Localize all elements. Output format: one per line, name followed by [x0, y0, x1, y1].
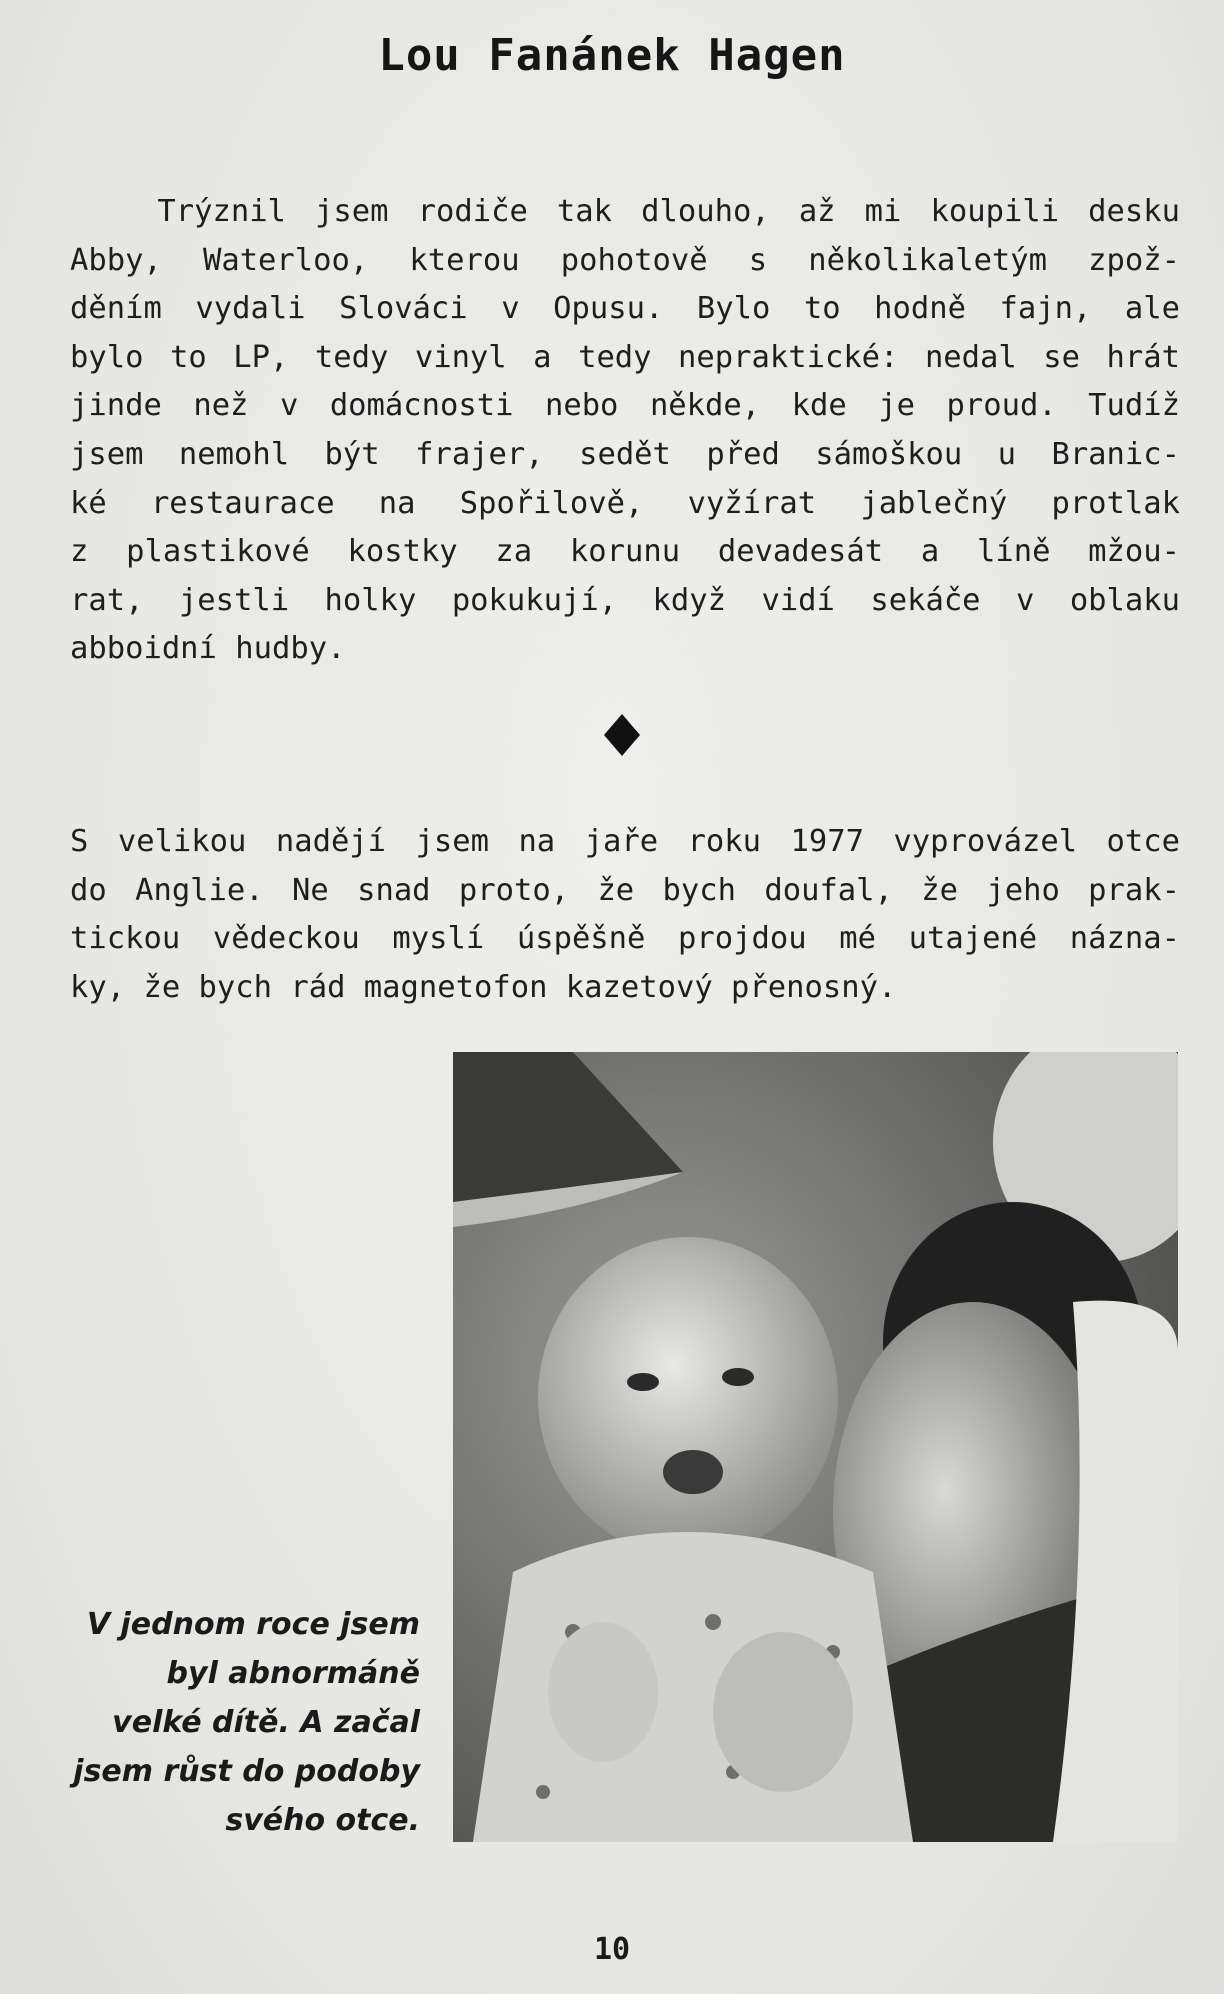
text-line: z plastikové kostky za korunu devadesát a líně mžou-	[70, 534, 1180, 570]
text-line: bylo to LP, tedy vinyl a tedy nepraktické: nedal se hrát	[70, 339, 1180, 375]
photo-caption	[60, 1600, 420, 1845]
text-line: S velikou nadějí jsem na jaře roku 1977 vyprovázel otce	[70, 824, 1180, 859]
text-line: jinde než v domácnosti nebo někde, kde je proud. Tudíž	[70, 388, 1180, 424]
paragraph-1	[70, 188, 1180, 674]
chapter-title: Lou Fanánek Hagen	[378, 30, 846, 81]
diamond-separator-icon	[604, 714, 640, 756]
text-line: do Anglie. Ne snad proto, že bych doufal, že jeho prak-	[70, 872, 1180, 908]
text-line: ky, že bych rád magnetofon kazetový přenosný.	[70, 969, 897, 1005]
text-line: ké restaurace na Spořilově, vyžírat jablečný protlak	[70, 485, 1180, 521]
text-line: Abby, Waterloo, kterou pohotově s několikaletým zpož-	[70, 242, 1180, 278]
text-line: tickou vědeckou myslí úspěšně projdou mé utajené názna-	[70, 921, 1180, 957]
text-line: Trýznil jsem rodiče tak dlouho, až mi koupili desku	[70, 194, 1180, 229]
caption-line: V jednom roce jsem	[86, 1607, 420, 1642]
text-line: jsem nemohl být frajer, sedět před sámoškou u Branic-	[70, 436, 1180, 472]
caption-line: velké dítě. A začal	[112, 1705, 420, 1740]
caption-line: svého otce.	[225, 1803, 420, 1838]
family-photo	[453, 1052, 1178, 1842]
text-line: děním vydali Slováci v Opusu. Bylo to hodně fajn, ale	[70, 291, 1180, 327]
caption-line: jsem růst do podoby	[73, 1754, 420, 1789]
caption-line: byl abnormáně	[166, 1656, 420, 1691]
paragraph-2	[70, 818, 1180, 1012]
text-line: rat, jestli holky pokukují, když vidí sekáče v oblaku	[70, 582, 1180, 618]
page-number: 10	[593, 1932, 631, 1967]
text-line: abboidní hudby.	[70, 631, 346, 667]
